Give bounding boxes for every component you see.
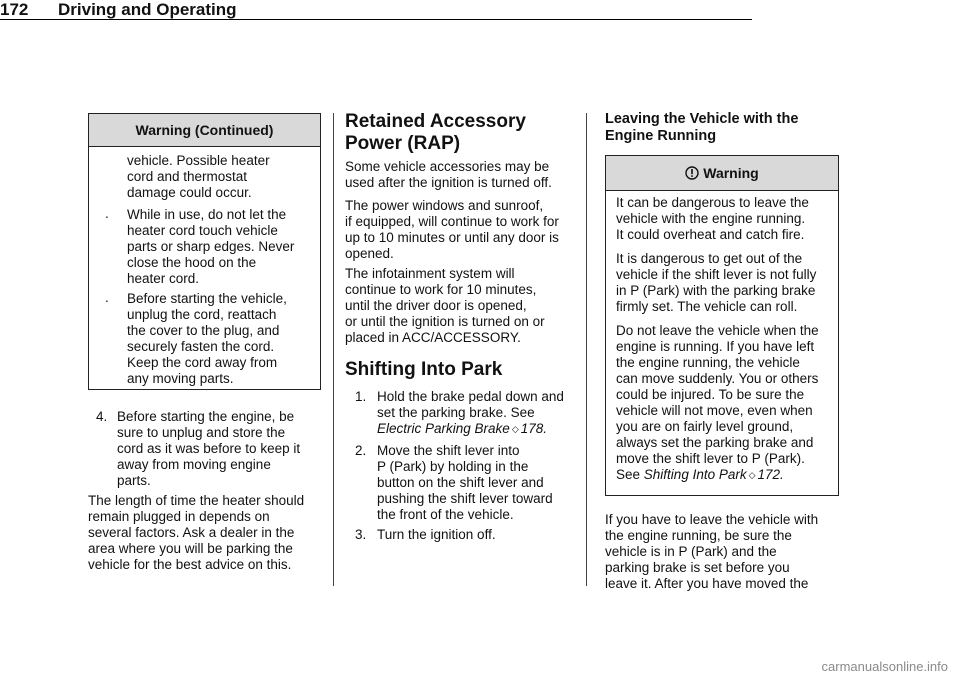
rap-paragraph-3: The infotainment system will continue to work for 10 minutes, until the driver door is opened, or until the ignition is turned on or placed in ACC/ACCESSORY. [345, 266, 545, 345]
warning-header [89, 114, 320, 147]
page-ref-icon: ◇ [748, 470, 756, 480]
warning-title: Warning [703, 165, 759, 181]
xref-electric-parking-brake[interactable]: Electric Parking Brake [377, 421, 510, 436]
step-2-text: Move the shift lever into P (Park) by holding in the button on the shift lever and pushing the shift lever toward the front of the vehicle. [377, 443, 553, 522]
watermark: carmanualsonline.info [821, 659, 948, 674]
column-divider-1 [333, 113, 334, 586]
xref-shifting-into-park[interactable]: Shifting Into Park [643, 467, 747, 482]
step-number: 3. [355, 527, 367, 542]
warning-title: Warning (Continued) [135, 122, 274, 138]
warning-box-continued [88, 113, 321, 390]
xref-page[interactable]: 178. [520, 421, 548, 436]
leaving-vehicle-heading: Leaving the Vehicle with the Engine Running [605, 111, 799, 144]
warning-icon [685, 166, 699, 180]
bullet-marker: . [105, 290, 109, 305]
rap-paragraph-1: Some vehicle accessories may be used after the ignition is turned off. [345, 159, 552, 190]
page-ref-icon: ◇ [511, 424, 519, 434]
rap-heading: Retained Accessory Power (RAP) [345, 111, 526, 154]
shifting-into-park-heading: Shifting Into Park [345, 359, 503, 380]
page-header [0, 0, 752, 20]
warning-bullet: Before starting the vehicle, unplug the cord, reattach the cover to the plug, and securely fasten the cord. Keep the cord away from any moving parts. [127, 291, 287, 386]
header-rule [0, 19, 752, 20]
warning-box [605, 155, 839, 496]
bullet-marker: . [105, 206, 109, 221]
heater-time-paragraph: The length of time the heater should remain plugged in depends on several factors. Ask a dealer in the area where you will be parking the vehicle for the best advice on this. [88, 493, 305, 572]
step-number: 1. [355, 389, 367, 404]
step-number: 2. [355, 443, 367, 458]
warning-header [606, 156, 838, 191]
warning-paragraph-2: It is dangerous to get out of the vehicle if the shift lever is not fully in P (Park) with the parking brake firmly set. The vehicle can roll. [616, 251, 817, 314]
leaving-vehicle-paragraph: If you have to leave the vehicle with the engine running, be sure the vehicle is in P (Park) and the parking brake is set before you leave it. After you have moved the [605, 512, 819, 591]
column-divider-2 [586, 113, 587, 586]
page-number: 172 [0, 0, 29, 19]
warning-bullet: While in use, do not let the heater cord touch vehicle parts or sharp edges. Never close the hood on the heater cord. [127, 207, 295, 286]
step-3-text: Turn the ignition off. [377, 527, 496, 542]
step-number: 4. [96, 409, 108, 424]
step-4-text: Before starting the engine, be sure to unplug and store the cord as it was before to keep it away from moving engine parts. [117, 409, 301, 488]
step-1-text: Hold the brake pedal down and set the parking brake. See Electric Parking Brake ◇ 178. [377, 389, 564, 436]
warning-paragraph-3: Do not leave the vehicle when the engine is running. If you have left the engine running, the vehicle can move suddenly. You or others could be injured. To be sure the vehicle will not move, even when you are on fairly level ground, always set the parking brake and move the shift lever to P (Park). See Shifting Into Park ◇ 172. [616, 323, 819, 482]
warning-intro: vehicle. Possible heater cord and thermostat damage could occur. [127, 153, 270, 200]
rap-paragraph-2: The power windows and sunroof, if equipped, will continue to work for up to 10 minutes or until any door is opened. [345, 198, 559, 261]
section-title: Driving and Operating [58, 0, 237, 19]
xref-page[interactable]: 172. [757, 467, 784, 482]
warning-paragraph-1: It can be dangerous to leave the vehicle with the engine running. It could overheat and catch fire. [616, 195, 809, 242]
